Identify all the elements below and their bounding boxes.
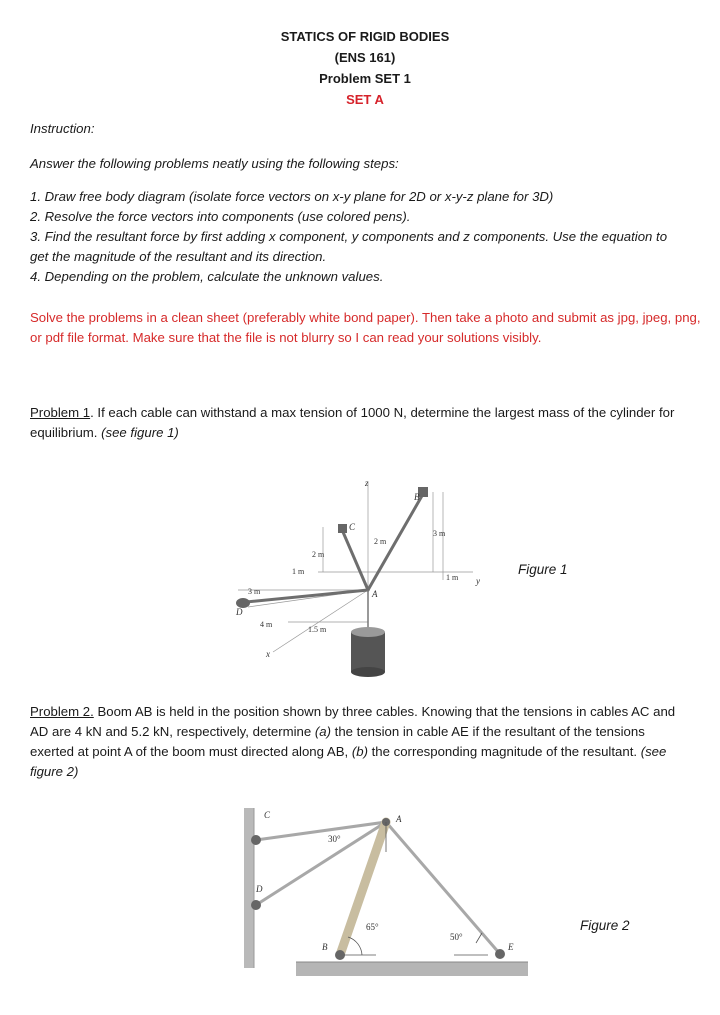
dim-2m-top: 2 m — [374, 537, 387, 546]
step-item: 2. Resolve the force vectors into components (use colored pens). — [30, 209, 411, 224]
course-title: STATICS OF RIGID BODIES — [280, 29, 450, 44]
problem-2-part-a: (a) — [314, 724, 332, 739]
problem-2-text — [30, 702, 680, 782]
figure-2-label: Figure 2 — [580, 918, 630, 933]
point-b-label: B — [322, 942, 328, 952]
dim-3m-left: 3 m — [248, 587, 261, 596]
instruction-label: Instruction: — [30, 121, 95, 136]
dim-2m-left: 2 m — [312, 550, 325, 559]
axis-x-label: x — [266, 649, 270, 659]
problem-2-ref: (see figure 2) — [30, 744, 667, 779]
problem-1-label: Problem 1 — [30, 405, 91, 420]
problem-2-body-c: the corresponding magnitude of the resultant. — [367, 744, 641, 759]
dim-3m-right: 3 m — [433, 529, 446, 538]
problem-2-label: Problem 2. — [30, 704, 94, 719]
figure-2-diagram — [236, 800, 532, 985]
step-item: 4. Depending on the problem, calculate the unknown values. — [30, 269, 384, 284]
angle-30-label: 30° — [328, 834, 341, 844]
problem-2-body-b: the tension in cable AE if the resultant of the tensions exerted at point A of the boom must directed along AB, — [30, 724, 645, 759]
dim-4m: 4 m — [260, 620, 273, 629]
figure-1-label: Figure 1 — [518, 562, 568, 577]
problem-1-body: . If each cable can withstand a max tension of 1000 N, determine the largest mass of the cylinder for equilibrium. — [30, 405, 675, 440]
steps-intro: Answer the following problems neatly using the following steps: — [30, 156, 399, 171]
steps-list — [30, 187, 706, 287]
step-item: 3. Find the resultant force by first adding x component, y components and z components. Use the equation to get the magnitude of the resultant and its direction. — [30, 229, 668, 264]
problem-1-ref: (see figure 1) — [101, 425, 179, 440]
set-label: SET A — [346, 92, 384, 107]
problem-1-text — [30, 403, 695, 443]
point-b-label: B — [414, 492, 420, 502]
angle-65-label: 65° — [366, 922, 379, 932]
point-c-label: C — [264, 810, 271, 820]
point-e-label: E — [508, 942, 514, 952]
point-d-label: D — [256, 884, 263, 894]
point-a-label: A — [372, 589, 378, 599]
dim-1-5m: 1.5 m — [308, 625, 327, 634]
dim-1m-right: 1 m — [446, 573, 459, 582]
problem-set-title: Problem SET 1 — [319, 71, 411, 86]
step-item: 1. Draw free body diagram (isolate force vectors on x-y plane for 2D or x-y-z plane for 3D) — [30, 189, 554, 204]
axis-y-label: y — [476, 576, 480, 586]
point-d-label: D — [236, 607, 243, 617]
problem-2-part-b: (b) — [351, 744, 368, 759]
angle-50-label: 50° — [450, 932, 463, 942]
figure-1-diagram — [228, 472, 490, 684]
document-header — [0, 26, 720, 110]
axis-z-label: z — [365, 478, 369, 488]
submission-note: Solve the problems in a clean sheet (preferably white bond paper). Then take a photo and submit as jpg, jpeg, png, or pdf file format. Make sure that the file is not blurry so I can read your solutions visibly. — [30, 310, 701, 345]
point-a-label: A — [396, 814, 402, 824]
point-c-label: C — [349, 522, 356, 532]
course-code: (ENS 161) — [334, 50, 396, 65]
dim-1m-left: 1 m — [292, 567, 305, 576]
problem-2-body-a: Boom AB is held in the position shown by three cables. Knowing that the tensions in cables AC and AD are 4 kN and 5.2 kN, respectively, determine — [30, 704, 676, 739]
